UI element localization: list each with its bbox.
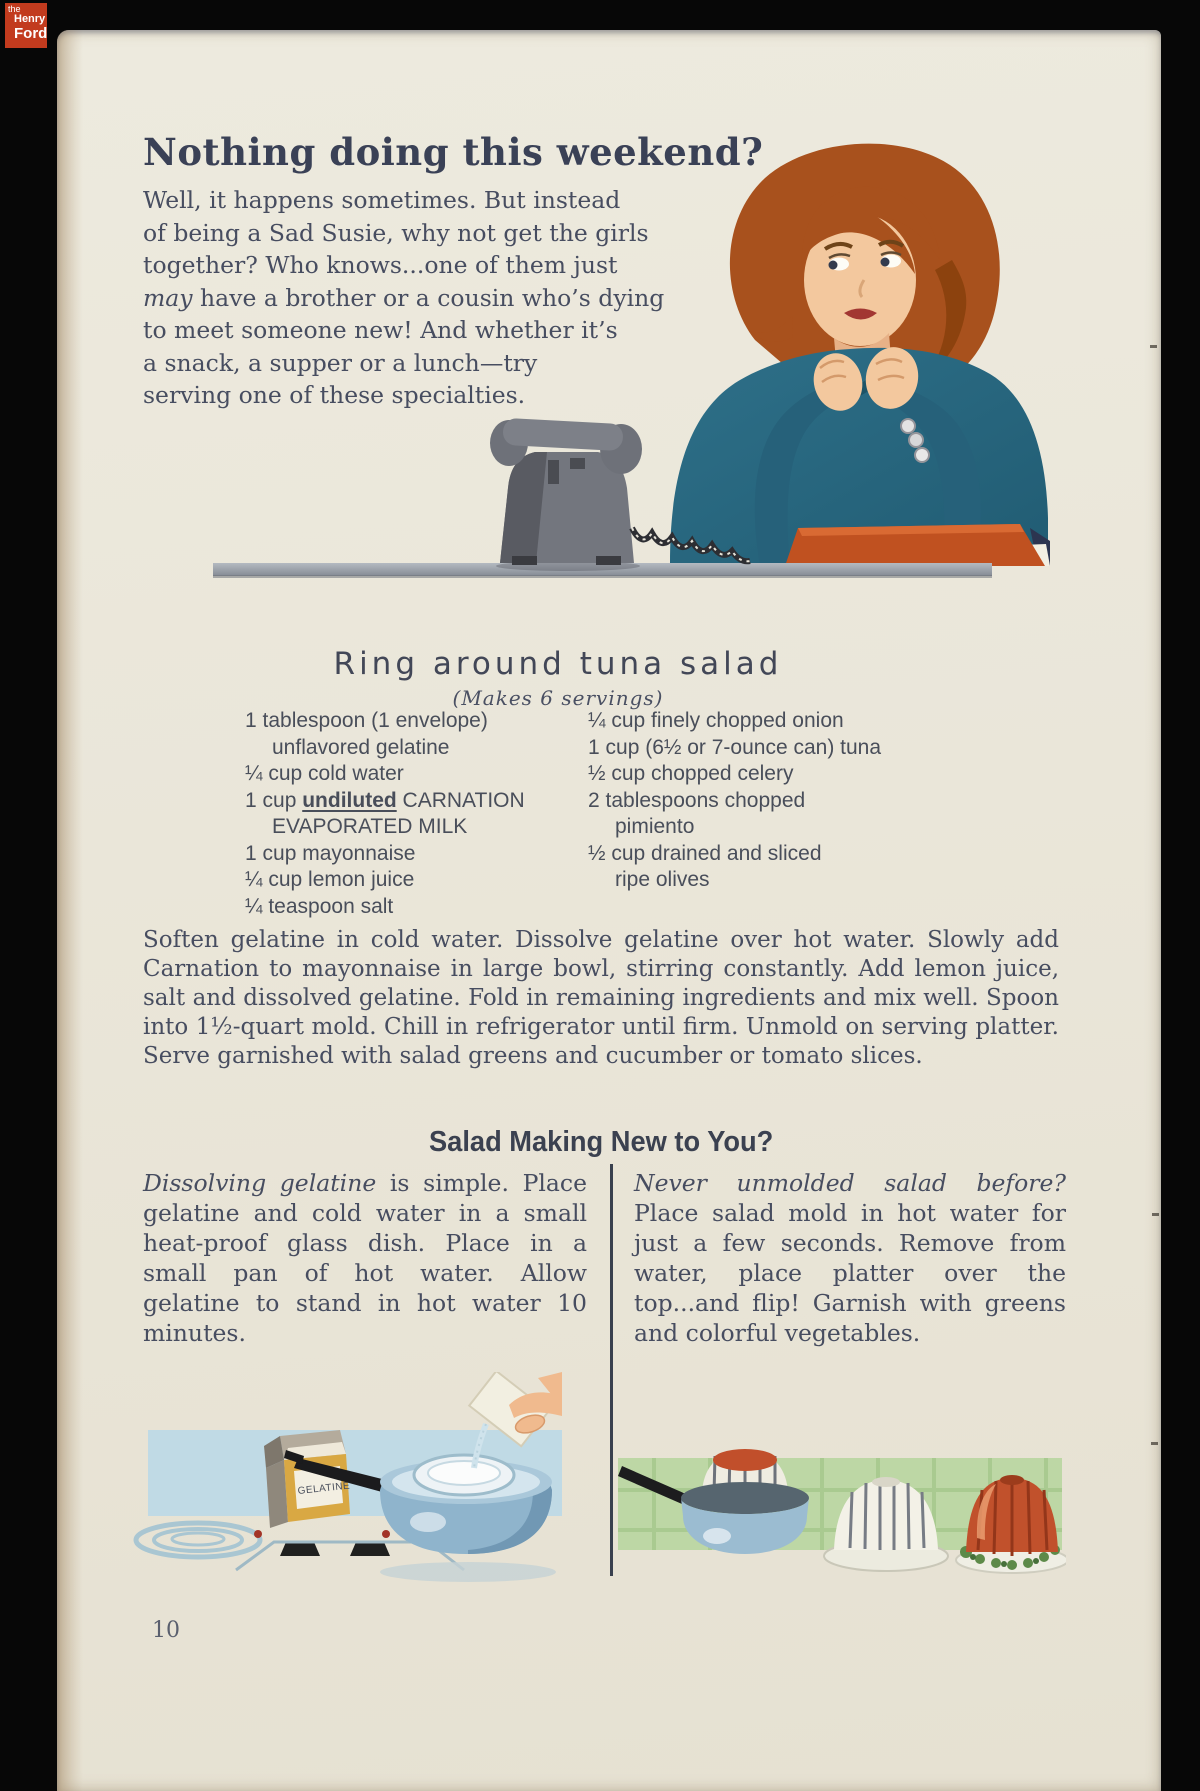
gelatine-box-label: GELATINE [297, 1480, 351, 1497]
page-spine-shading [57, 30, 83, 1791]
ingredient-line: 1 tablespoon (1 envelope) [245, 709, 488, 732]
logo-henry: Henry [14, 13, 46, 25]
page-edge-mark [1151, 1442, 1158, 1445]
tips-heading: Salad Making New to You? [428, 1126, 774, 1158]
woman-telephone-illustration [200, 130, 1050, 585]
ingredient-line: 2 tablespoons chopped [588, 788, 806, 812]
book-on-table [785, 524, 1050, 566]
ingredient-line: ¼ cup lemon juice [245, 868, 415, 891]
stove-burner-icon [136, 1523, 260, 1557]
ingredient-line: ½ cup chopped celery [588, 762, 794, 785]
ingredient-line: ¼ cup finely chopped onion [588, 709, 844, 732]
ingredient-column-left [245, 708, 525, 920]
woman-figure [670, 144, 1048, 566]
tip-dissolving-gelatine: Dissolving gelatine is simple. Place gelatine and cold water in a small heat-proof glass dish. Place in a small pan of hot water. Allow gelatine to stand in hot water 10 minutes. [143, 1169, 587, 1347]
page-title: Nothing doing this weekend? [143, 130, 764, 174]
tip-lead: Never unmolded salad before? [634, 1169, 1066, 1197]
recipe-title: Ring around tuna salad [333, 646, 783, 682]
intro-line: a snack, a supper or a lunch—try [143, 348, 538, 377]
unmolding-salad-illustration [614, 1438, 1066, 1586]
column-divider-rule [610, 1164, 613, 1576]
ingredient-line: 1 cup (6½ or 7-ounce can) tuna [588, 735, 882, 759]
logo-the: the [8, 4, 21, 14]
recipe-servings: (Makes 6 servings) [452, 686, 664, 710]
ingredient-line: pimiento [615, 815, 695, 838]
intro-line: may have a brother or a cousin who’s dying [143, 283, 665, 312]
ingredient-line: 1 cup undiluted CARNATION [245, 788, 525, 812]
ingredient-line: ripe olives [615, 868, 710, 891]
page-edge-mark [1150, 345, 1157, 348]
intro-line: Well, it happens sometimes. But instead [143, 186, 621, 214]
ingredient-line: 1 cup mayonnaise [245, 841, 416, 865]
ingredient-column-right [588, 708, 881, 894]
recipe-method: Soften gelatine in cold water. Dissolve gelatine over hot water. Slowly add Carnation to mayonnaise in large bowl, stirring constantly. Add lemon juice, salt and dissolved gelatine. Fold in remaining ingredients and mix well. Spoon into 1½-quart mold. Chill in refrigerator until firm. Unmold on serving platter. Serve garnished with salad greens and cucumber or tomato slices. [143, 927, 1059, 1069]
logo-ford: Ford [14, 25, 48, 42]
eye [829, 261, 838, 270]
ingredient-line: ¼ teaspoon salt [245, 894, 394, 918]
henry-ford-logo [5, 3, 47, 48]
gelatine-stove-illustration [118, 1372, 562, 1590]
page-number: 10 [152, 1618, 180, 1643]
stove-knob [280, 1542, 320, 1556]
intro-line: to meet someone new! And whether it’s [143, 316, 618, 344]
intro-line: of being a Sad Susie, why not get the girls [143, 218, 649, 247]
intro-line: serving one of these specialties. [143, 381, 526, 409]
tip-unmolding-salad: Never unmolded salad before? Place salad mold in hot water for just a few seconds. Remove from water, place platter over the top...and flip! Garnish with greens and colorful vegetables. [634, 1169, 1066, 1347]
ingredient-line: unflavored gelatine [272, 735, 450, 759]
stove-knob [350, 1542, 390, 1556]
eye [881, 258, 890, 267]
tip-lead: Dissolving gelatine [143, 1169, 377, 1197]
intro-line: together? Who knows...one of them just [143, 251, 618, 279]
ingredient-line: ¼ cup cold water [245, 762, 404, 785]
ingredient-line: EVAPORATED MILK [272, 815, 468, 838]
ingredient-line: ½ cup drained and sliced [588, 841, 822, 865]
page-edge-mark [1152, 1213, 1159, 1216]
